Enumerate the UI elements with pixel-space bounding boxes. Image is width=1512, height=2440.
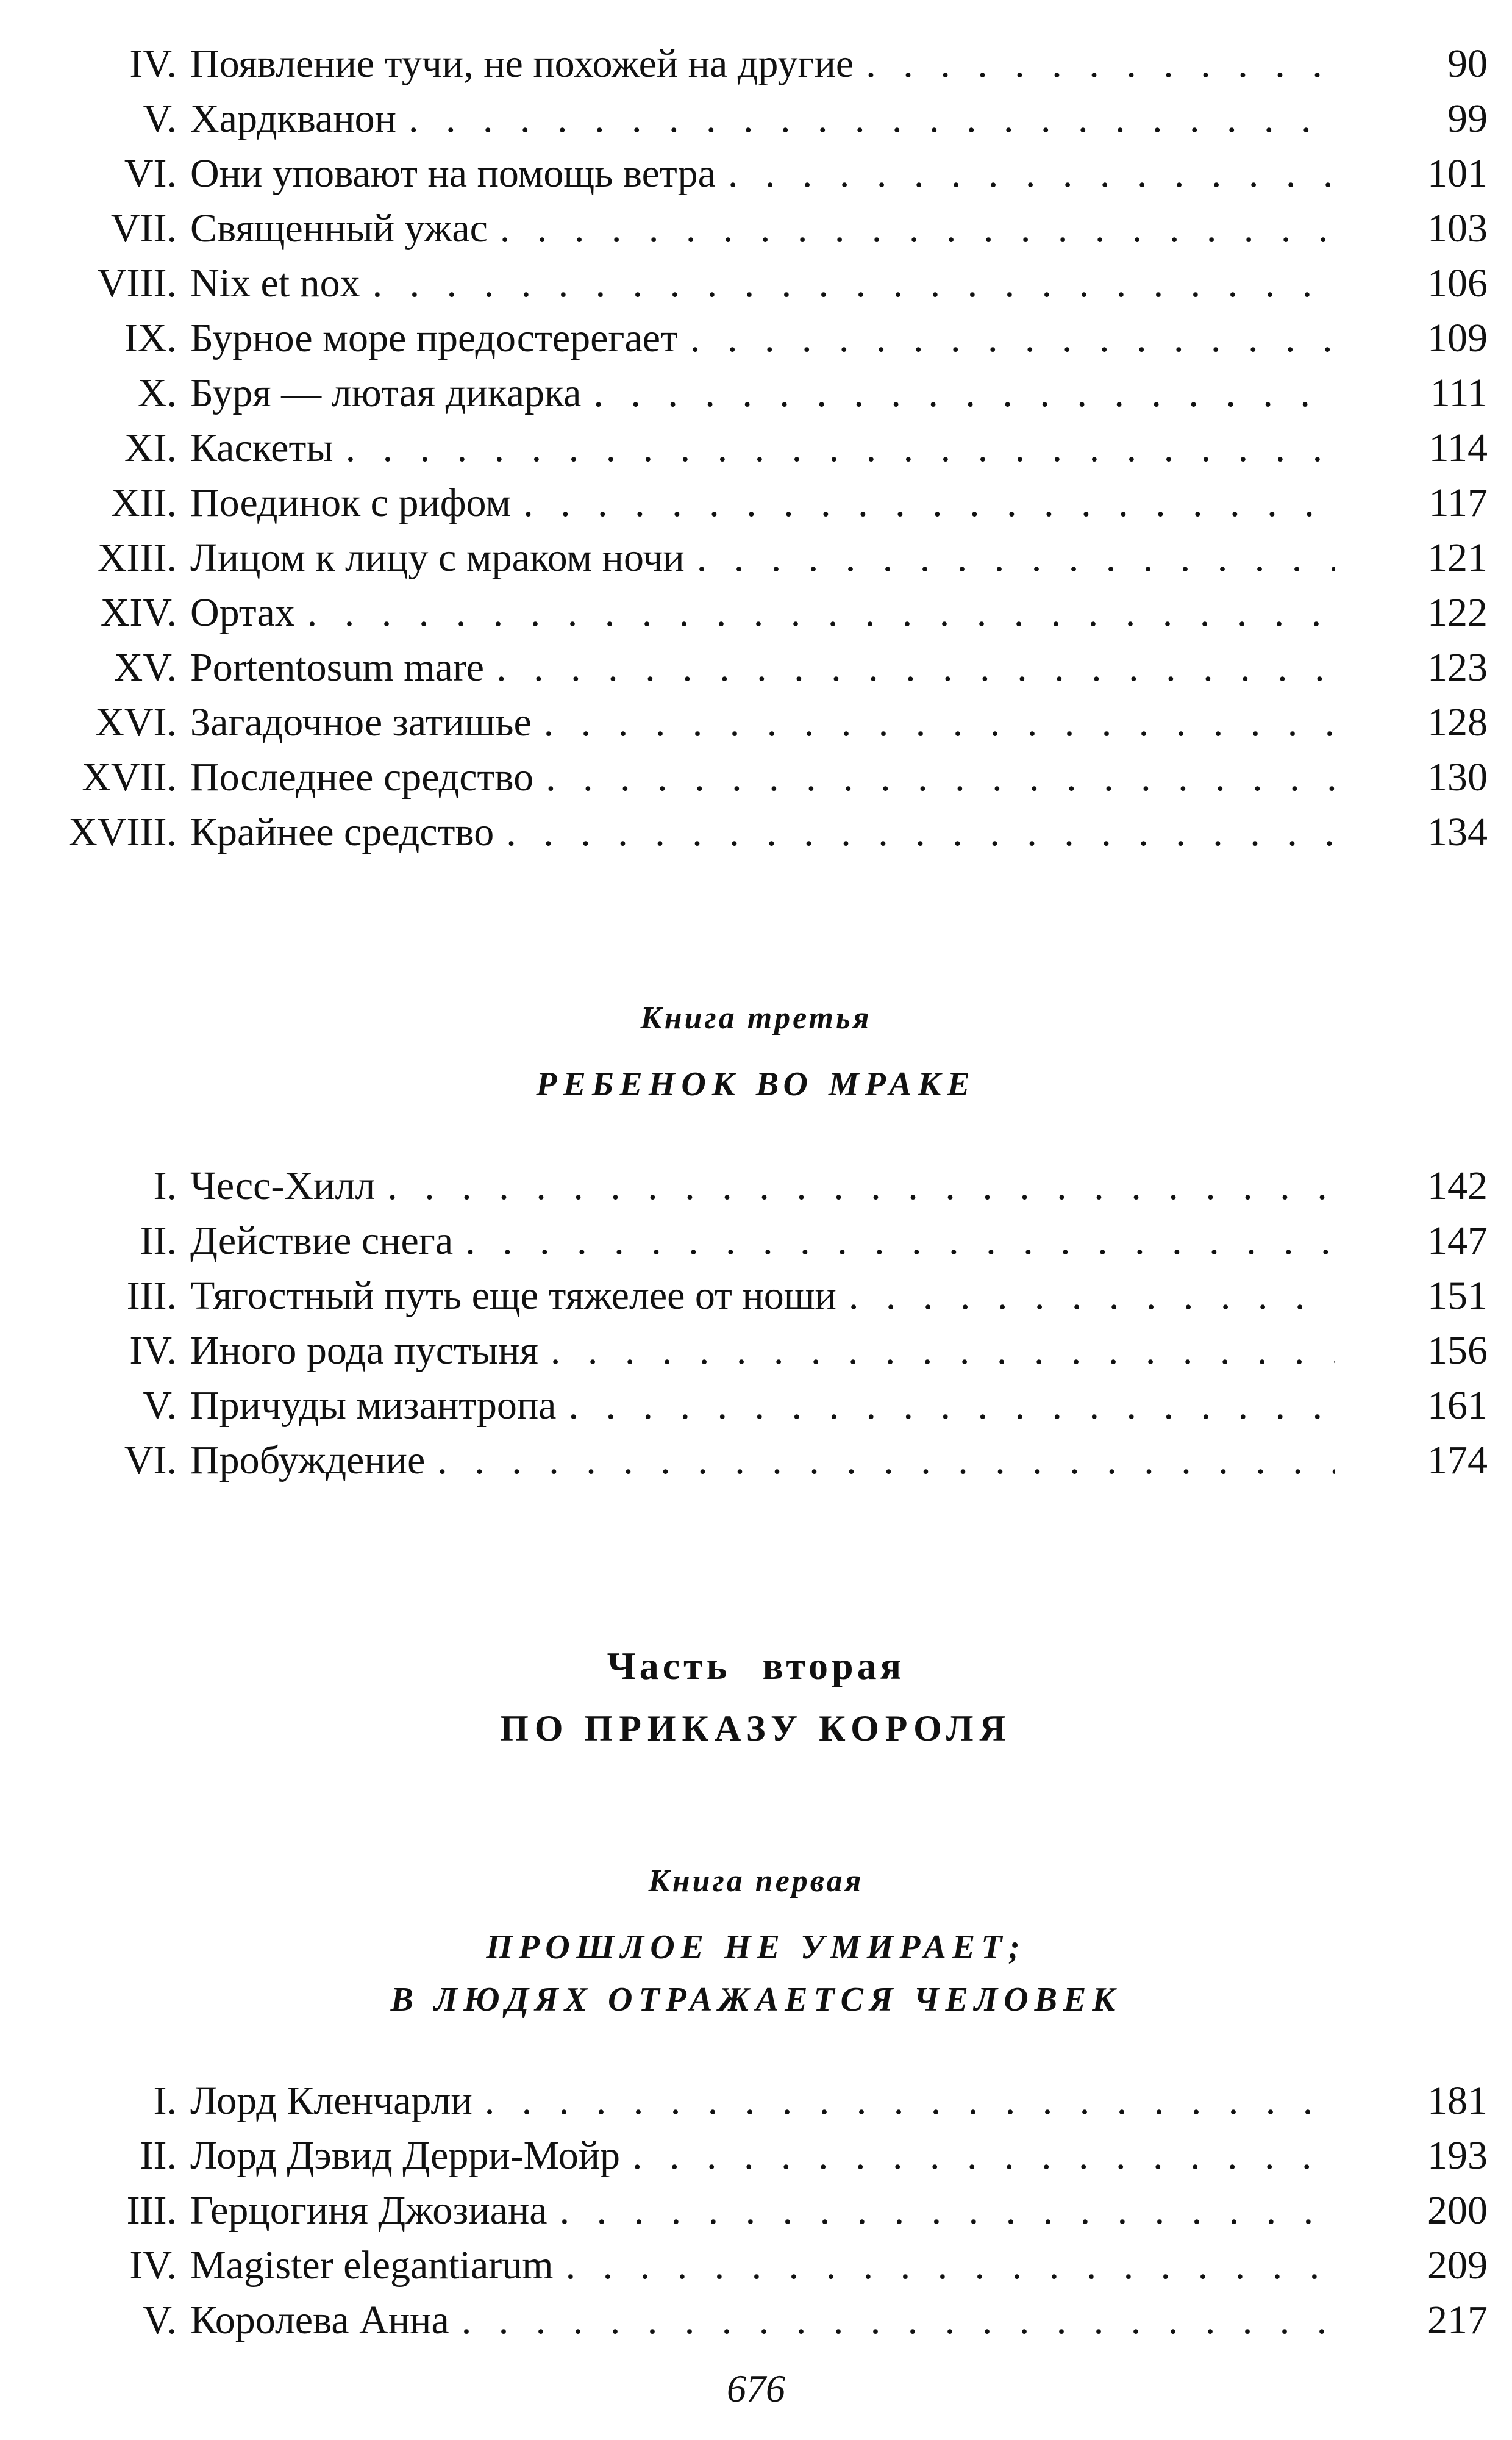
toc-entry (0, 2128, 1512, 2183)
chapter-title: Бурное море предостерегает (190, 316, 678, 360)
toc-entry (0, 146, 1512, 201)
toc-entry (0, 2183, 1512, 2238)
chapter-title-leader (190, 421, 1335, 476)
chapter-title: Иного рода пустыня (190, 1328, 538, 1373)
chapter-title: Каскеты (190, 426, 333, 470)
part-heading-title: ПО ПРИКАЗУ КОРОЛЯ (500, 1708, 1012, 1748)
chapter-title-leader (190, 1433, 1335, 1488)
chapter-title-leader (190, 366, 1335, 421)
chapter-title: Пробуждение (190, 1438, 426, 1483)
chapter-title: Лорд Кленчарли (190, 2078, 472, 2123)
chapter-page-number: 181 (1427, 2078, 1488, 2123)
chapter-number: IX. (124, 316, 177, 360)
toc-entry (0, 366, 1512, 421)
chapter-title-leader (190, 695, 1335, 750)
chapter-title-leader (190, 311, 1335, 366)
chapter-title: Крайнее средство (190, 810, 494, 854)
chapter-number: VII. (110, 206, 177, 251)
chapter-number: II. (140, 2133, 177, 2178)
chapter-number: VIII. (97, 261, 177, 306)
chapter-number: II. (140, 1218, 177, 1263)
chapter-title-leader (190, 2183, 1335, 2238)
chapter-title: Тягостный путь еще тяжелее от ноши (190, 1273, 836, 1318)
chapter-title-leader (190, 37, 1335, 91)
chapter-page-number: 147 (1427, 1218, 1488, 1263)
chapter-page-number: 134 (1427, 810, 1488, 854)
chapter-page-number: 123 (1427, 645, 1488, 690)
book-heading-title-line1: ПРОШЛОЕ НЕ УМИРАЕТ; (486, 1928, 1026, 1966)
toc-entry (0, 201, 1512, 256)
toc-entry (0, 585, 1512, 640)
toc-entry (0, 750, 1512, 805)
chapter-number: V. (143, 2298, 177, 2342)
chapter-page-number: 161 (1427, 1383, 1488, 1428)
chapter-title-leader (190, 2128, 1335, 2183)
chapter-title-leader (190, 201, 1335, 256)
chapter-number: IV. (129, 1328, 177, 1373)
chapter-title-leader (190, 1323, 1335, 1378)
chapter-page-number: 142 (1427, 1164, 1488, 1208)
chapter-number: V. (143, 96, 177, 141)
chapter-number: I. (153, 1164, 177, 1208)
chapter-title: Magister elegantiarum (190, 2243, 554, 2288)
toc-entry (0, 1268, 1512, 1323)
chapter-number: XV. (113, 645, 177, 690)
chapter-number: III. (126, 2188, 177, 2233)
chapter-number: XI. (124, 426, 177, 470)
chapter-title-leader (190, 2293, 1335, 2348)
chapter-number: I. (153, 2078, 177, 2123)
toc-list-part1-book2 (0, 37, 1512, 860)
chapter-page-number: 151 (1427, 1273, 1488, 1318)
chapter-number: IV. (129, 2243, 177, 2288)
toc-entry (0, 256, 1512, 311)
chapter-number: VI. (124, 1438, 177, 1483)
chapter-title-leader (190, 1214, 1335, 1268)
chapter-title: Чесс-Хилл (190, 1164, 376, 1208)
chapter-page-number: 114 (1428, 426, 1488, 470)
toc-entry (0, 2238, 1512, 2293)
chapter-page-number: 156 (1427, 1328, 1488, 1373)
toc-entry (0, 531, 1512, 585)
chapter-title-leader (190, 1159, 1335, 1214)
chapter-number: V. (143, 1383, 177, 1428)
chapter-page-number: 109 (1427, 316, 1488, 360)
book-heading-label: Книга первая (648, 1864, 864, 1898)
chapter-title-leader (190, 1378, 1335, 1433)
chapter-number: XIII. (97, 535, 177, 580)
chapter-page-number: 99 (1447, 96, 1488, 141)
chapter-page-number: 217 (1427, 2298, 1488, 2342)
toc-entry (0, 421, 1512, 476)
chapter-page-number: 117 (1428, 481, 1488, 525)
chapter-title-leader (190, 531, 1335, 585)
chapter-title-leader (190, 2238, 1335, 2293)
chapter-title: Буря — лютая дикарка (190, 371, 582, 415)
chapter-title: Королева Анна (190, 2298, 449, 2342)
toc-entry (0, 37, 1512, 91)
toc-entry (0, 91, 1512, 146)
chapter-number: X. (137, 371, 177, 415)
chapter-title: Nix et nox (190, 261, 360, 306)
toc-entry (0, 1323, 1512, 1378)
toc-entry (0, 1378, 1512, 1433)
chapter-title: Действие снега (190, 1218, 454, 1263)
book-heading-title-line2: В ЛЮДЯХ ОТРАЖАЕТСЯ ЧЕЛОВЕК (390, 1981, 1122, 2019)
chapter-number: XII. (110, 481, 177, 525)
chapter-title: Последнее средство (190, 755, 534, 800)
chapter-title-leader (190, 750, 1335, 805)
toc-entry (0, 1433, 1512, 1488)
book-heading-label: Книга третья (640, 1001, 872, 1036)
book-heading-title: РЕБЕНОК ВО МРАКЕ (536, 1065, 976, 1103)
chapter-title: Они уповают на помощь ветра (190, 151, 716, 196)
chapter-title: Хардкванон (190, 96, 396, 141)
chapter-page-number: 103 (1427, 206, 1488, 251)
chapter-title: Причуды мизантропа (190, 1383, 557, 1428)
toc-entry (0, 2073, 1512, 2128)
chapter-title-leader (190, 256, 1335, 311)
chapter-title-leader (190, 640, 1335, 695)
toc-list-part2-book1 (0, 2073, 1512, 2348)
chapter-title: Ортах (190, 590, 295, 635)
chapter-page-number: 111 (1430, 371, 1488, 415)
toc-entry (0, 640, 1512, 695)
chapter-title-leader (190, 476, 1335, 531)
toc-entry (0, 805, 1512, 860)
chapter-title: Священный ужас (190, 206, 488, 251)
chapter-title-leader (190, 1268, 1335, 1323)
chapter-page-number: 200 (1427, 2188, 1488, 2233)
chapter-page-number: 122 (1427, 590, 1488, 635)
chapter-title: Лицом к лицу с мраком ночи (190, 535, 685, 580)
chapter-page-number: 128 (1427, 700, 1488, 745)
chapter-page-number: 193 (1427, 2133, 1488, 2178)
chapter-page-number: 130 (1427, 755, 1488, 800)
chapter-title: Загадочное затишье (190, 700, 532, 745)
chapter-title: Поединок с рифом (190, 481, 512, 525)
part-heading-label: Часть вторая (607, 1644, 905, 1687)
toc-entry (0, 476, 1512, 531)
chapter-number: IV. (129, 41, 177, 86)
chapter-page-number: 209 (1427, 2243, 1488, 2288)
chapter-title-leader (190, 2073, 1335, 2128)
chapter-page-number: 106 (1427, 261, 1488, 306)
chapter-page-number: 90 (1447, 41, 1488, 86)
chapter-title-leader (190, 146, 1335, 201)
chapter-number: VI. (124, 151, 177, 196)
chapter-title-leader (190, 91, 1335, 146)
chapter-number: XVII. (82, 755, 177, 800)
toc-list-part1-book3 (0, 1159, 1512, 1488)
page-number: 676 (727, 2367, 785, 2410)
toc-entry (0, 311, 1512, 366)
chapter-title-leader (190, 805, 1335, 860)
chapter-number: XVIII. (68, 810, 177, 854)
toc-entry (0, 2293, 1512, 2348)
toc-entry (0, 1159, 1512, 1214)
chapter-number: XIV. (100, 590, 177, 635)
toc-entry (0, 695, 1512, 750)
chapter-page-number: 121 (1427, 535, 1488, 580)
chapter-title: Появление тучи, не похожей на другие (190, 41, 854, 86)
chapter-title: Лорд Дэвид Дерри-Мойр (190, 2133, 621, 2178)
chapter-number: III. (126, 1273, 177, 1318)
chapter-title-leader (190, 585, 1335, 640)
chapter-page-number: 174 (1427, 1438, 1488, 1483)
chapter-number: XVI. (95, 700, 177, 745)
chapter-title: Portentosum mare (190, 645, 485, 690)
chapter-title: Герцогиня Джозиана (190, 2188, 547, 2233)
chapter-page-number: 101 (1427, 151, 1488, 196)
toc-entry (0, 1214, 1512, 1268)
